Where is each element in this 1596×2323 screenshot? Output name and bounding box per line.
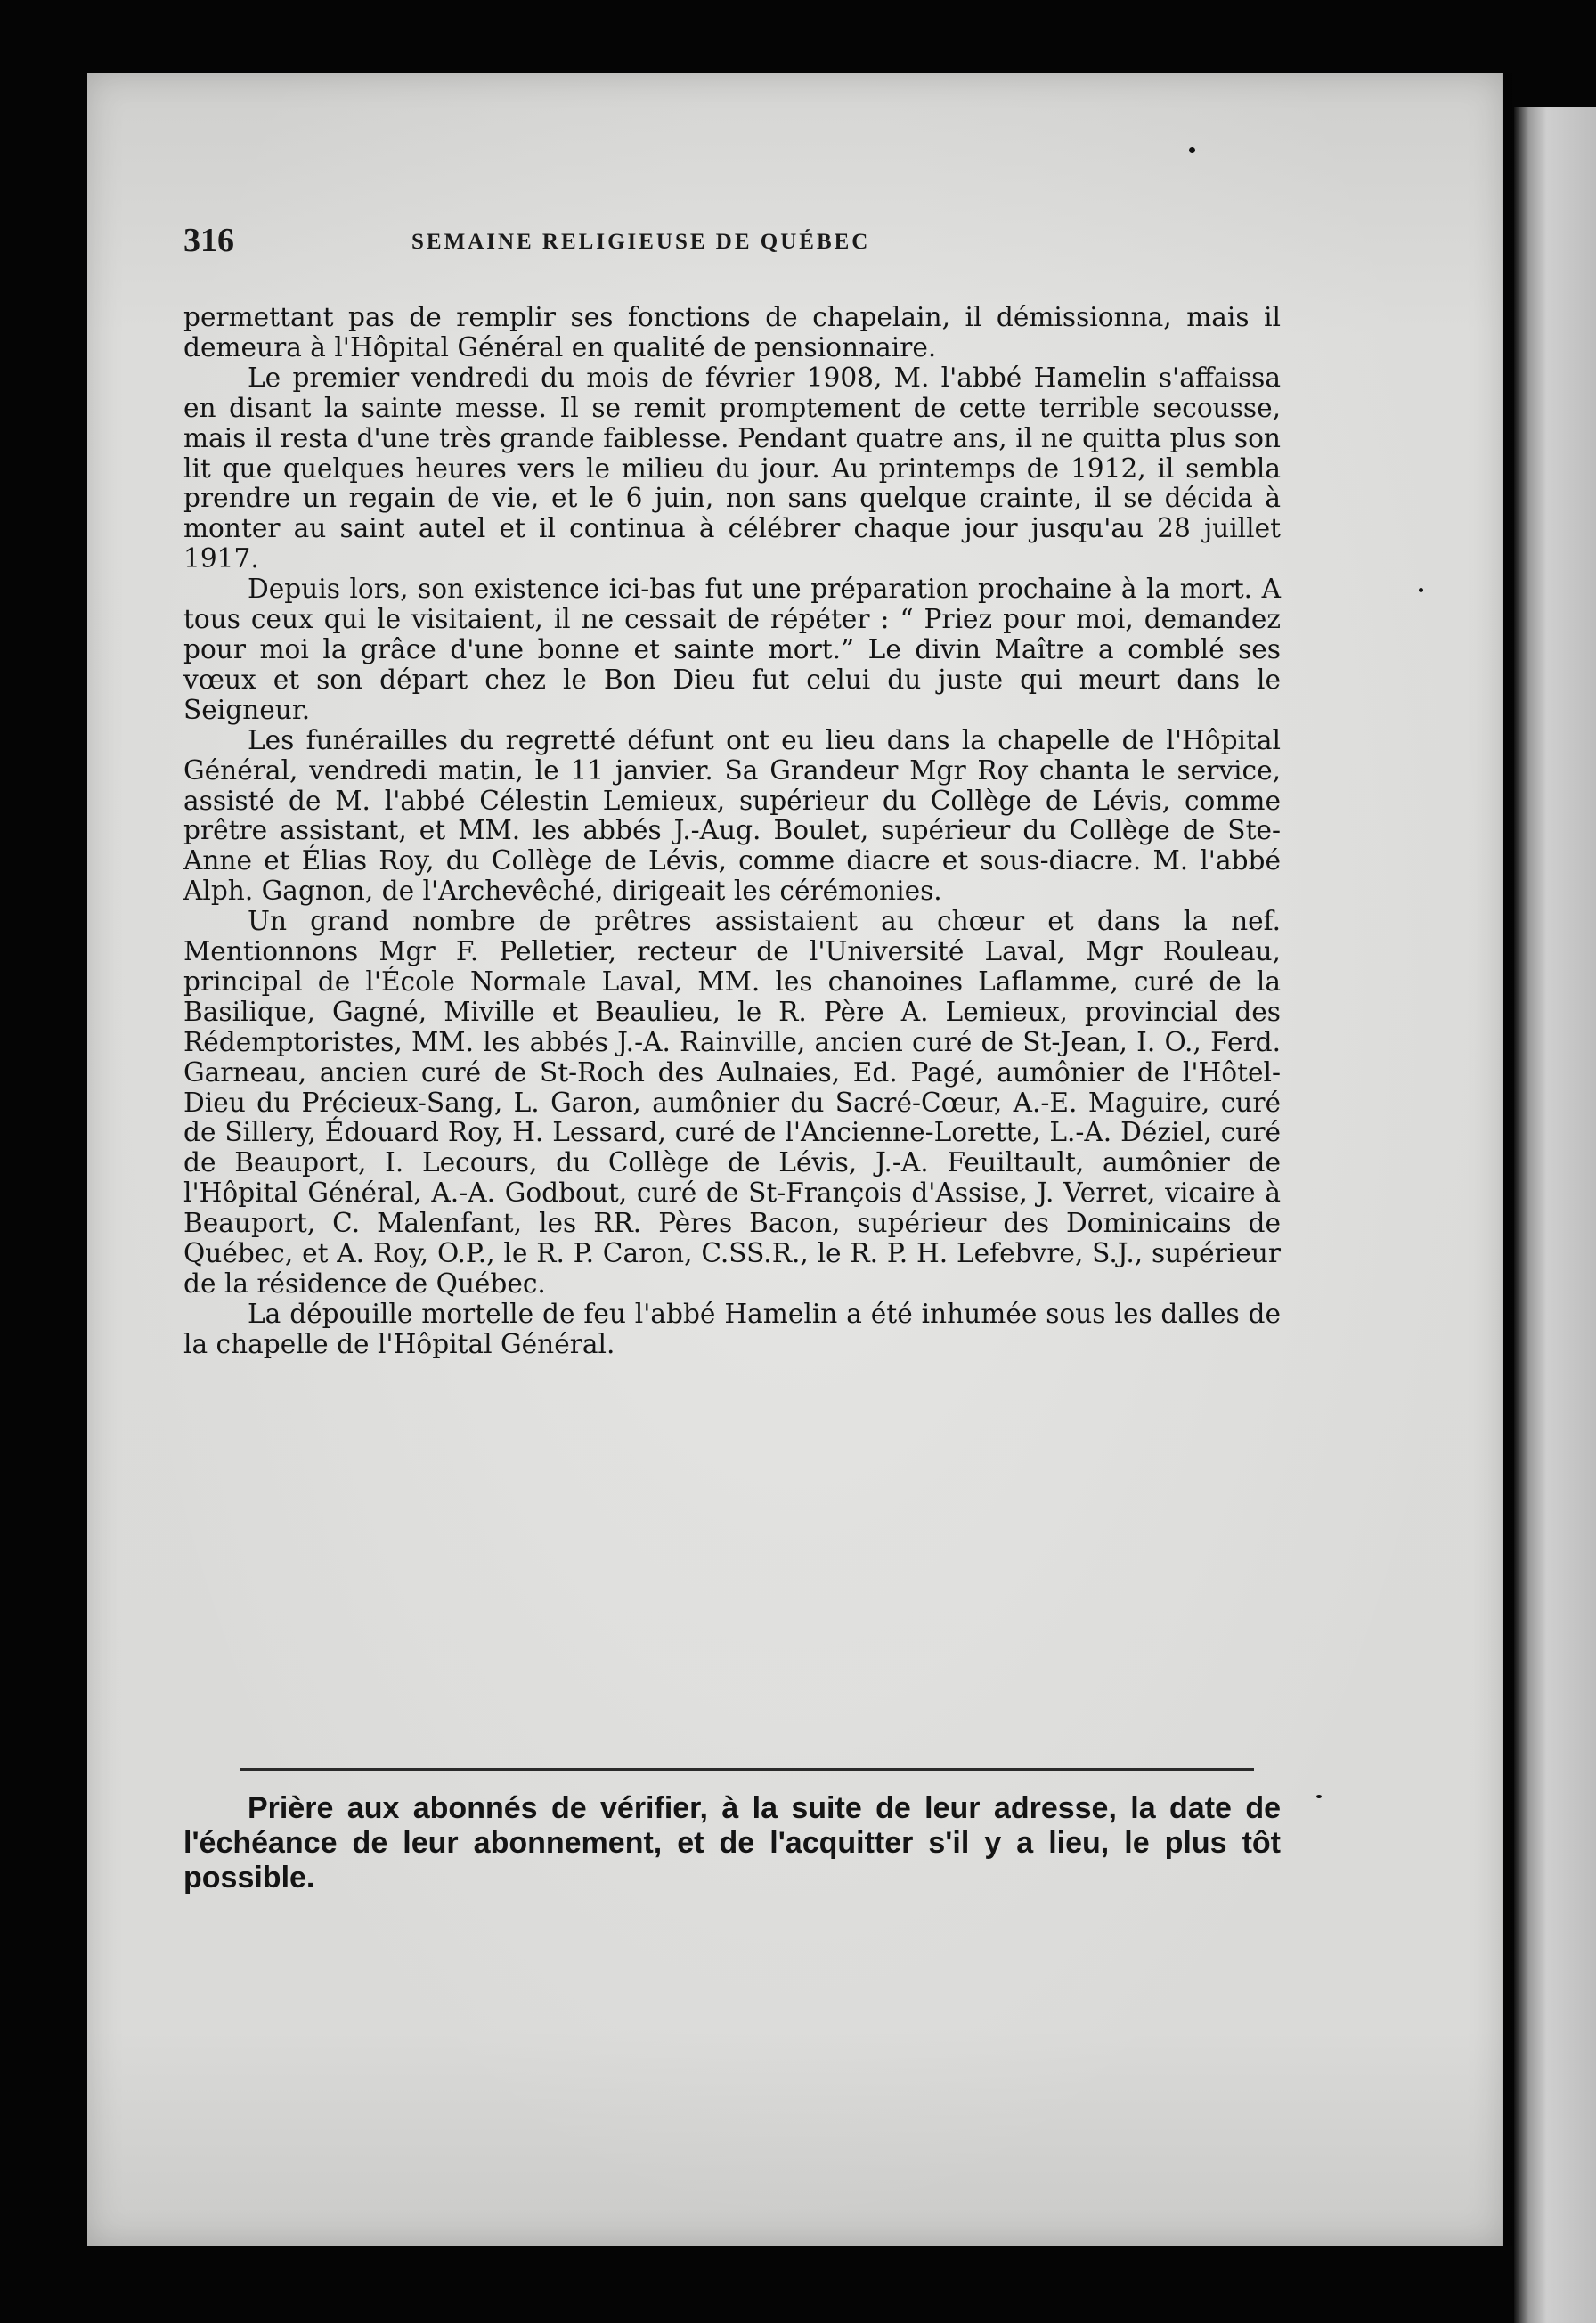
paragraph: La dépouille mortelle de feu l'abbé Hamelin a été inhumée sous les dalles de la chapelle de l'Hôpital Général. xyxy=(183,1298,1281,1359)
running-head: SEMAINE RELIGIEUSE DE QUÉBEC xyxy=(411,230,871,254)
paragraph: Le premier vendredi du mois de février 1908, M. l'abbé Hamelin s'affaissa en disant la sainte messe. Il se remit promptement de cette terrible secousse, mais il resta d'une très grande faiblesse. Pendant quatre ans, il ne quitta plus son lit que quelques heures vers le milieu du jour. Au printemps de 1912, il sembla prendre un regain de vie, et le 6 juin, non sans quelque crainte, il se décida à monter au saint autel et il continua à célébrer chaque jour jusqu'au 28 juillet 1917. xyxy=(183,362,1281,575)
paragraph: permettant pas de remplir ses fonctions de chapelain, il démissionna, mais il demeura à l'Hôpital Général en qualité de pensionnaire. xyxy=(183,302,1281,363)
page-gutter-shadow xyxy=(1502,73,1512,2246)
paragraph: Les funérailles du regretté défunt ont eu lieu dans la chapelle de l'Hôpital Général, vendredi matin, le 11 janvier. Sa Grandeur Mgr Roy chanta le service, assisté de M. l'abbé Célestin Lemieux, supérieur du Collège de Lévis, comme prêtre assistant, et MM. les abbés J.-Aug. Boulet, supérieur du Collège de Ste-Anne et Élias Roy, du Collège de Lévis, comme diacre et sous-diacre. M. l'abbé Alph. Gagnon, de l'Archevêché, dirigeait les cérémonies. xyxy=(183,724,1281,907)
subscriber-notice xyxy=(183,1791,1281,1895)
facing-page-edge xyxy=(1514,107,1596,2323)
notice-text: Prière aux abonnés de vérifier, à la suite de leur adresse, la date de l'échéance de leur abonnement, et de l'acquitter s'il y a lieu, le plus tôt possible. xyxy=(183,1791,1281,1895)
page-header xyxy=(183,221,1306,274)
dust-speck xyxy=(1316,1795,1322,1798)
horizontal-rule xyxy=(240,1768,1254,1771)
paragraph: Un grand nombre de prêtres assistaient au chœur et dans la nef. Mentionnons Mgr F. Pelletier, recteur de l'Université Laval, Mgr Rouleau, principal de l'École Normale Laval, MM. les chanoines Laflamme, curé de la Basilique, Gagné, Miville et Beaulieu, le R. Père A. Lemieux, provincial des Rédemptoristes, MM. les abbés J.-A. Rainville, ancien curé de St-Jean, I. O., Ferd. Garneau, ancien curé de St-Roch des Aulnaies, Ed. Pagé, aumônier de l'Hôtel-Dieu du Précieux-Sang, L. Garon, aumônier du Sacré-Cœur, A.-E. Maguire, curé de Sillery, Édouard Roy, H. Lessard, curé de l'Ancienne-Lorette, L.-A. Déziel, curé de Beauport, I. Lecours, du Collège de Lévis, J.-A. Feuiltault, aumônier de l'Hôpital Général, A.-A. Godbout, curé de St-François d'Assise, J. Verret, vicaire à Beauport, C. Malenfant, les RR. Pères Bacon, supérieur des Dominicains de Québec, et A. Roy, O.P., le R. P. Caron, C.SS.R., le R. P. H. Lefebvre, S.J., supérieur de la résidence de Québec. xyxy=(183,906,1281,1299)
dust-speck xyxy=(1419,588,1423,592)
dust-speck xyxy=(1189,147,1195,153)
paragraph: Depuis lors, son existence ici-bas fut une préparation prochaine à la mort. A tous ceux qui le visitaient, il ne cessait de répéter : “ Priez pour moi, demandez pour moi la grâce d'une bonne et sainte mort.” Le divin Maître a comblé ses vœux et son départ chez le Bon Dieu fut celui du juste qui meurt dans le Seigneur. xyxy=(183,574,1281,725)
page-number: 316 xyxy=(183,222,234,259)
article-body xyxy=(183,303,1281,1360)
